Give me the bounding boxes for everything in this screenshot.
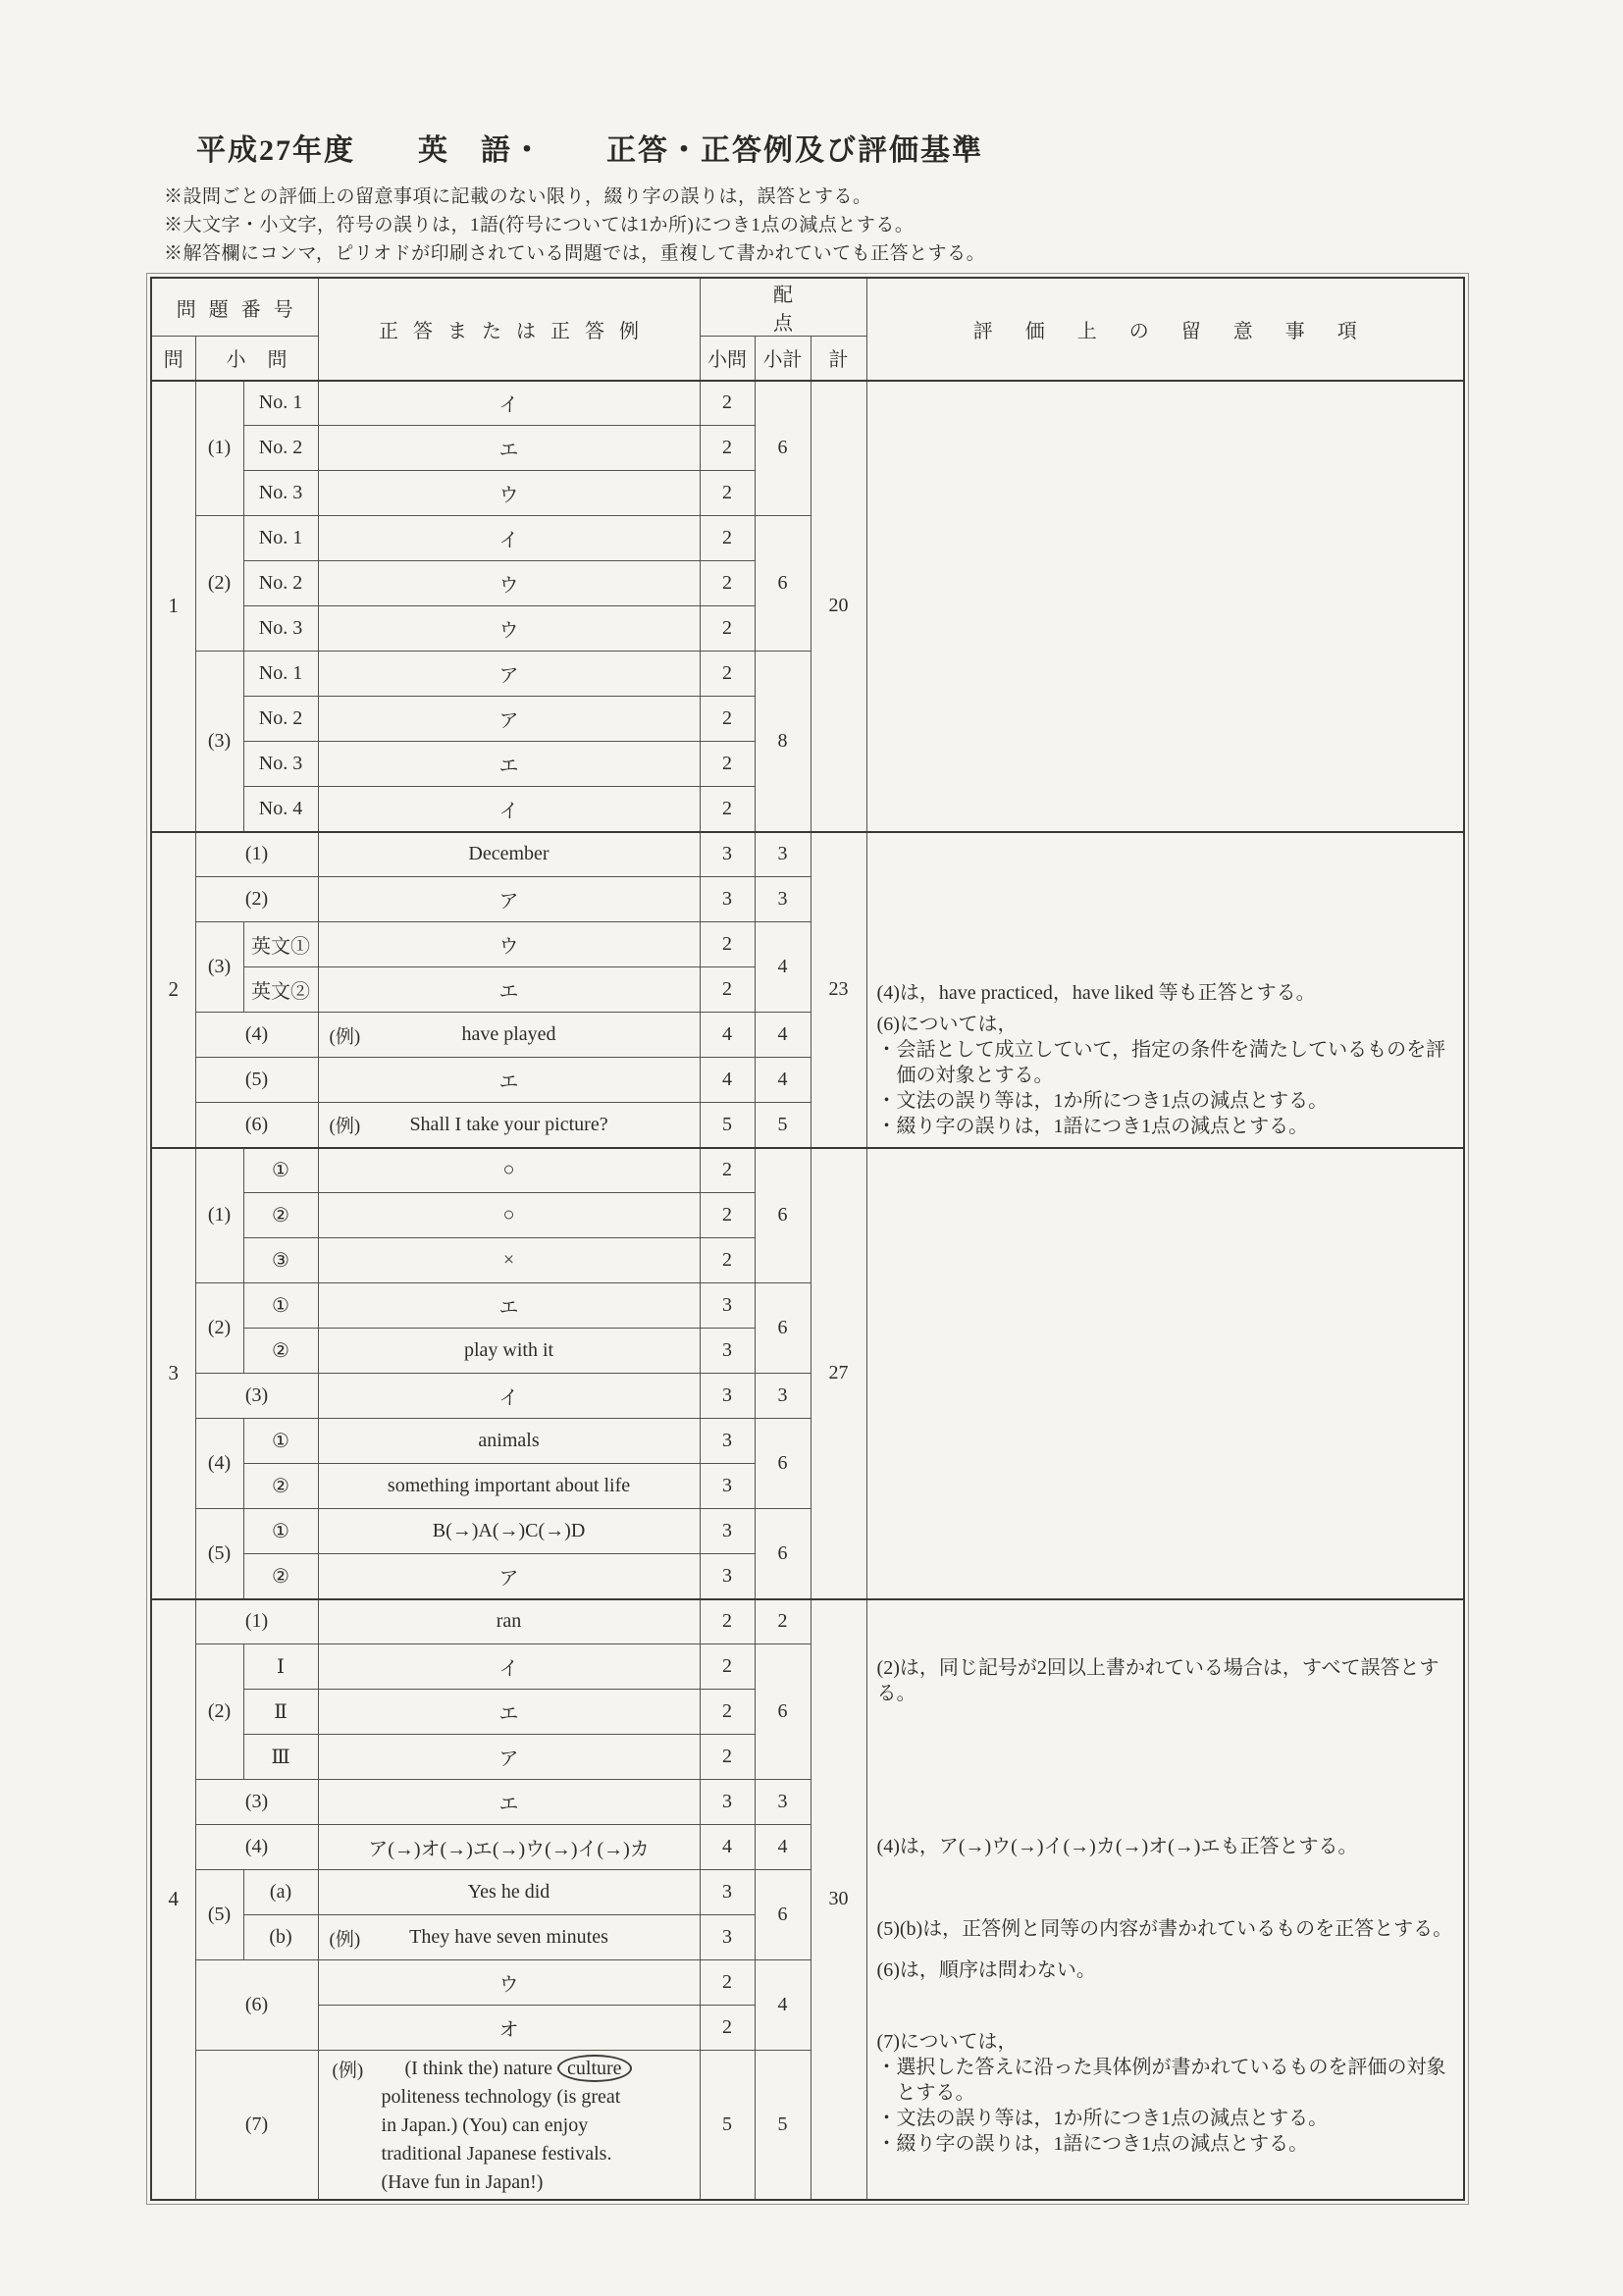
subquestion-group: (3) [195,1780,318,1825]
score-item: 2 [700,1599,755,1644]
subquestion-group: (6) [195,1960,318,2051]
score-item: 2 [700,516,755,561]
answer: エ [318,1780,700,1825]
score-item: 2 [700,1960,755,2006]
answer: (例) Shall I take your picture? [318,1103,700,1148]
score-subtotal: 6 [755,516,811,652]
score-subtotal: 6 [755,1870,811,1960]
score-item: 3 [700,1419,755,1464]
note-line: (4)は，ア(→)ウ(→)イ(→)カ(→)オ(→)エも正答とする。 [876,1835,1358,1857]
score-subtotal: 6 [755,381,811,516]
score-item: 3 [700,877,755,922]
subquestion-group: (5) [195,1509,243,1599]
score-total: 27 [811,1148,866,1599]
subquestion-label: Ⅰ [243,1644,318,1690]
score-item: 4 [700,1058,755,1103]
subquestion-group: (2) [195,516,243,652]
answer: December [318,832,700,877]
subquestion-label: No. 2 [243,561,318,606]
answer: イ [318,787,700,832]
note-line: ・会話として成立していて，指定の条件を満たしているものを評価の対象とする。 [876,1038,1446,1086]
example-marker: (例) [329,1929,361,1950]
score-subtotal: 4 [755,922,811,1013]
answer: ○ [318,1148,700,1193]
answer: Yes he did [318,1870,700,1915]
answer: エ [318,426,700,471]
subquestion-label: 英文② [243,967,318,1013]
answer: イ [318,516,700,561]
note-line: (2)は，同じ記号が2回以上書かれている場合は，すべて誤答とする。 [876,1656,1440,1704]
subquestion-group: (1) [195,832,318,877]
score-subtotal: 6 [755,1283,811,1374]
note-line: ・文法の誤り等は，1か所につき1点の減点とする。 [876,1089,1329,1112]
answer: オ [318,2006,700,2051]
answer: ウ [318,606,700,652]
score-item: 2 [700,606,755,652]
answer: animals [318,1419,700,1464]
example-marker: (例) [332,2061,364,2081]
subquestion-label: ① [243,1419,318,1464]
score-subtotal: 4 [755,1058,811,1103]
evaluation-notes [866,1148,1464,1599]
answer: エ [318,1283,700,1329]
answer-line: traditional Japanese festivals. [381,2143,612,2165]
answer: ア [318,877,700,922]
score-item: 3 [700,1283,755,1329]
score-subtotal: 6 [755,1419,811,1509]
evaluation-notes [866,832,1464,1148]
note-line: (6)は，順序は問わない。 [876,1958,1096,1981]
table-header [151,278,1464,381]
score-item: 3 [700,1915,755,1960]
table-row [151,381,1464,426]
table-row [151,1599,1464,1644]
note-line: (5)(b)は，正答例と同等の内容が書かれているものを正答とする。 [876,1917,1453,1940]
subquestion-label: (b) [243,1915,318,1960]
header-points-subtotal: 小計 [755,337,811,381]
answer [318,2051,700,2201]
page-note-line: ※設問ごとの評価上の留意事項に記載のない限り，綴り字の誤りは，誤答とする。 [164,186,872,207]
subquestion-label: (a) [243,1870,318,1915]
subquestion-label: No. 2 [243,697,318,742]
score-item: 2 [700,1690,755,1735]
subquestion-label: No. 1 [243,516,318,561]
subquestion-group: (4) [195,1013,318,1058]
subquestion-group: (2) [195,1283,243,1374]
answer: エ [318,742,700,787]
subquestion-group: (3) [195,652,243,832]
page-note-line: ※大文字・小文字，符号の誤りは，1語(符号については1か所)につき1点の減点とする。 [164,215,915,235]
subquestion-label: ① [243,1148,318,1193]
score-subtotal: 5 [755,2051,811,2201]
subquestion-group: (4) [195,1419,243,1509]
score-item: 3 [700,1329,755,1374]
score-item: 4 [700,1013,755,1058]
question-number: 4 [151,1599,195,2201]
score-subtotal: 8 [755,652,811,832]
question-number: 2 [151,832,195,1148]
subquestion-group: (1) [195,381,243,516]
score-item: 2 [700,1148,755,1193]
note-line: ・綴り字の誤りは，1語につき1点の減点とする。 [876,2132,1309,2155]
score-subtotal: 6 [755,1509,811,1599]
answer: ア [318,1554,700,1599]
answer: エ [318,1058,700,1103]
subquestion-group: (2) [195,877,318,922]
answer: something important about life [318,1464,700,1509]
header-correct-answer: 正答または正答例 [318,278,700,381]
score-subtotal: 3 [755,1374,811,1419]
score-item: 4 [700,1825,755,1870]
answer: ran [318,1599,700,1644]
score-item: 2 [700,1735,755,1780]
score-subtotal: 4 [755,1013,811,1058]
score-item: 5 [700,2051,755,2201]
subquestion-group: (3) [195,922,243,1013]
answer: ア [318,697,700,742]
answer-line: (Have fun in Japan!) [381,2171,544,2193]
answer: ○ [318,1193,700,1238]
score-item: 2 [700,967,755,1013]
example-marker: (例) [329,1116,361,1137]
note-line: ・綴り字の誤りは，1語につき1点の減点とする。 [876,1115,1309,1137]
subquestion-group: (5) [195,1870,243,1960]
note-line: ・選択した答えに沿った具体例が書かれているものを評価の対象とする。 [876,2056,1446,2104]
score-item: 2 [700,1193,755,1238]
score-item: 3 [700,1374,755,1419]
answer-key-table [150,277,1465,2201]
score-total: 20 [811,381,866,832]
answer: イ [318,1644,700,1690]
note-line: ・文法の誤り等は，1か所につき1点の減点とする。 [876,2107,1329,2129]
score-item: 2 [700,787,755,832]
note-line: (7)については， [876,2030,1018,2053]
subquestion-label: ③ [243,1238,318,1283]
subquestion-group: (6) [195,1103,318,1148]
subquestion-label: ② [243,1464,318,1509]
score-item: 2 [700,381,755,426]
subquestion-group: (1) [195,1148,243,1283]
score-item: 2 [700,426,755,471]
score-item: 2 [700,742,755,787]
score-subtotal: 5 [755,1103,811,1148]
question-number: 3 [151,1148,195,1599]
answer-line: in Japan.) (You) can enjoy [381,2114,589,2136]
score-subtotal: 3 [755,877,811,922]
evaluation-notes [866,381,1464,832]
answer: エ [318,967,700,1013]
page-note-line: ※解答欄にコンマ，ピリオドが印刷されている問題では，重複して書かれていても正答とする。 [164,243,986,264]
evaluation-notes [866,1599,1464,2201]
answer: play with it [318,1329,700,1374]
score-item: 2 [700,652,755,697]
score-item: 2 [700,1238,755,1283]
subquestion-label: No. 1 [243,381,318,426]
header-question-col: 問 [151,337,195,381]
answer: ウ [318,1960,700,2006]
score-subtotal: 3 [755,832,811,877]
score-item: 3 [700,1464,755,1509]
subquestion-label: No. 3 [243,742,318,787]
score-subtotal: 4 [755,1825,811,1870]
subquestion-label: ② [243,1554,318,1599]
subquestion-group: (7) [195,2051,318,2201]
answer: エ [318,1690,700,1735]
page-title: 平成27年度 英 語・ 正答・正答例及び評価基準 [196,134,983,167]
score-item: 3 [700,1509,755,1554]
subquestion-label: 英文① [243,922,318,967]
answer-table-body [151,381,1464,2201]
subquestion-group: (3) [195,1374,318,1419]
note-line: (6)については， [876,1013,1018,1035]
answer: B(→)A(→)C(→)D [318,1509,700,1554]
score-item: 3 [700,832,755,877]
score-item: 2 [700,1644,755,1690]
table-row [151,1148,1464,1193]
example-marker: (例) [329,1026,361,1047]
score-item: 2 [700,697,755,742]
note-line: (4)は，have practiced，have liked 等も正答とする。 [876,981,1316,1004]
answer: イ [318,1374,700,1419]
header-subquestion-col: 小問 [195,337,318,381]
score-item: 2 [700,471,755,516]
answer: (例) They have seven minutes [318,1915,700,1960]
answer: ウ [318,471,700,516]
score-subtotal: 6 [755,1644,811,1780]
subquestion-label: No. 3 [243,606,318,652]
answer: ウ [318,922,700,967]
circled-word: culture [557,2055,632,2082]
subquestion-label: No. 1 [243,652,318,697]
subquestion-group: (1) [195,1599,318,1644]
page-notes [164,183,985,268]
header-question-number: 問題番号 [151,278,318,337]
answer: ウ [318,561,700,606]
score-subtotal: 2 [755,1599,811,1644]
score-total: 23 [811,832,866,1148]
subquestion-group: (5) [195,1058,318,1103]
score-item: 2 [700,561,755,606]
subquestion-label: ① [243,1283,318,1329]
header-points-total: 計 [811,337,866,381]
score-item: 3 [700,1554,755,1599]
subquestion-label: No. 2 [243,426,318,471]
score-total: 30 [811,1599,866,2201]
answer: × [318,1238,700,1283]
answer: ア [318,652,700,697]
subquestion-label: No. 3 [243,471,318,516]
answer: イ [318,381,700,426]
answer: ア(→)オ(→)エ(→)ウ(→)イ(→)カ [318,1825,700,1870]
score-subtotal: 6 [755,1148,811,1283]
subquestion-label: ② [243,1329,318,1374]
subquestion-label: No. 4 [243,787,318,832]
score-item: 3 [700,1870,755,1915]
header-points: 配点 [700,278,866,337]
score-item: 3 [700,1780,755,1825]
subquestion-label: Ⅱ [243,1690,318,1735]
answer: (例) have played [318,1013,700,1058]
header-points-item: 小問 [700,337,755,381]
answer-line: (I think the) nature culture [382,2055,696,2083]
score-subtotal: 3 [755,1780,811,1825]
subquestion-label: ② [243,1193,318,1238]
score-item: 2 [700,922,755,967]
subquestion-label: Ⅲ [243,1735,318,1780]
subquestion-group: (2) [195,1644,243,1780]
question-number: 1 [151,381,195,832]
header-evaluation-notes: 評価上の留意事項 [866,278,1464,381]
answer-line: politeness technology (is great [381,2086,621,2108]
answer: ア [318,1735,700,1780]
score-subtotal: 4 [755,1960,811,2051]
table-row [151,832,1464,877]
score-item: 5 [700,1103,755,1148]
subquestion-group: (4) [195,1825,318,1870]
subquestion-label: ① [243,1509,318,1554]
score-item: 2 [700,2006,755,2051]
